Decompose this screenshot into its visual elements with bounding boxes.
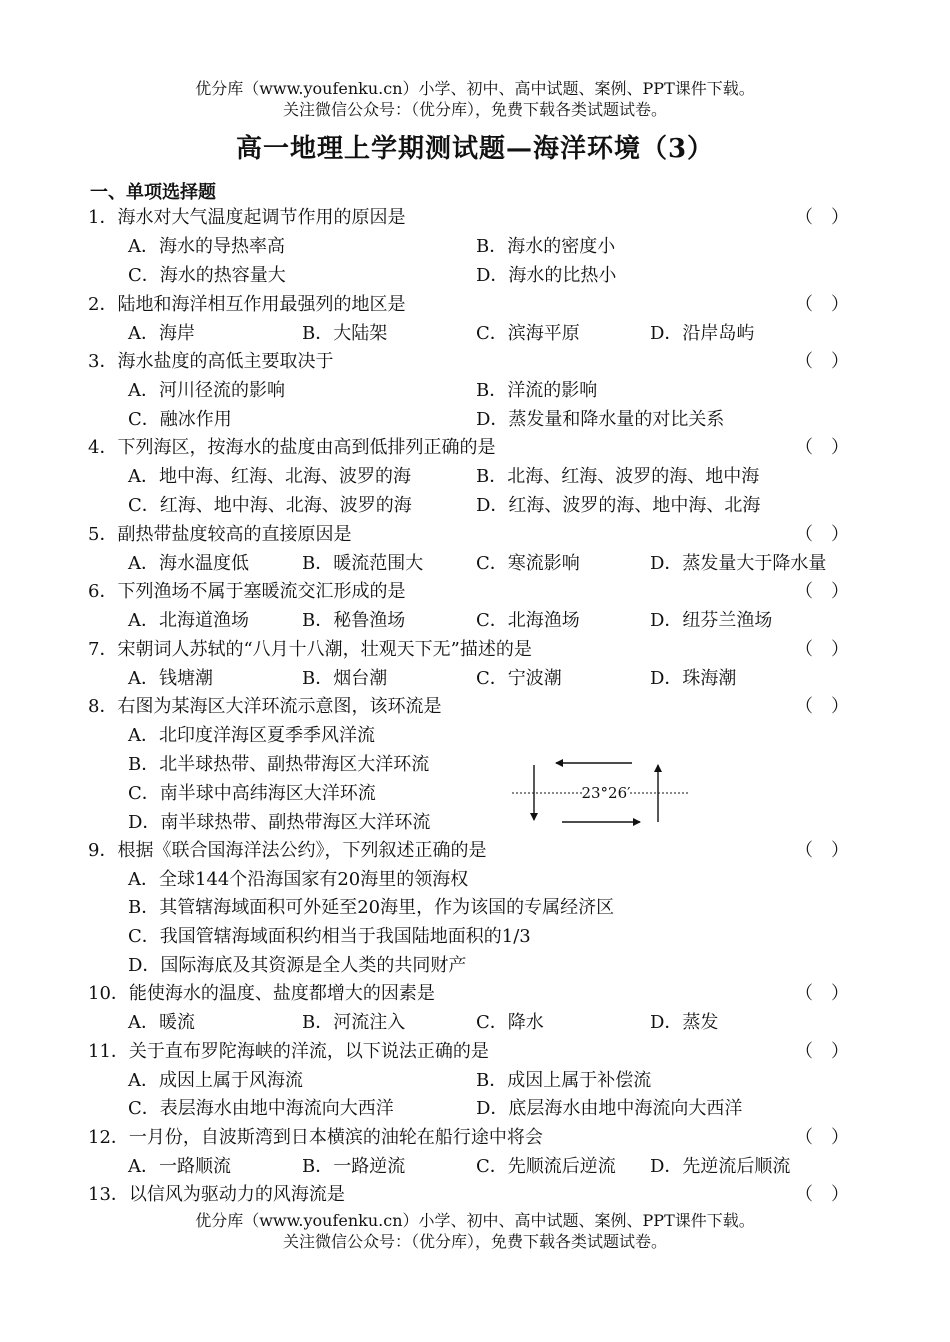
option-c[interactable]: C．融冰作用 [128, 409, 232, 430]
option-c[interactable]: C．海水的热容量大 [128, 265, 286, 286]
question-stem: 7．宋朝词人苏轼的“八月十八潮，壮观天下无”描述的是 [88, 639, 532, 660]
answer-blank[interactable]: （ ） [795, 294, 849, 315]
answer-blank[interactable]: （ ） [795, 1184, 849, 1205]
question-13-stem-row [0, 1180, 950, 1209]
question-3-options-row-2 [0, 405, 950, 434]
question-2-stem-row [0, 290, 950, 319]
question-7-options-row [0, 664, 950, 693]
option-b[interactable]: B．成因上属于补偿流 [476, 1070, 652, 1091]
option-d[interactable]: D．国际海底及其资源是全人类的共同财产 [128, 955, 467, 976]
question-stem: 13．以信风为驱动力的风海流是 [88, 1184, 345, 1205]
option-c[interactable]: C．表层海水由地中海流向大西洋 [128, 1098, 394, 1119]
question-3-stem-row [0, 347, 950, 376]
question-12-stem-row [0, 1123, 950, 1152]
answer-blank[interactable]: （ ） [795, 696, 849, 717]
ocean-circulation-diagram [510, 752, 695, 827]
option-c[interactable]: C．红海、地中海、北海、波罗的海 [128, 495, 412, 516]
option-b[interactable]: B．河流注入 [302, 1012, 406, 1033]
option-c[interactable]: C．寒流影响 [476, 553, 580, 574]
footer-line-1: 优分库（www.youfenku.cn）小学、初中、高中试题、案例、PPT课件下载。 [195, 1211, 755, 1230]
option-d[interactable]: D．海水的比热小 [476, 265, 617, 286]
option-c[interactable]: C．北海渔场 [476, 610, 580, 631]
option-d[interactable]: D．蒸发量大于降水量 [650, 553, 827, 574]
question-12-options-row [0, 1152, 950, 1181]
answer-blank[interactable]: （ ） [795, 437, 849, 458]
question-stem: 5．副热带盐度较高的直接原因是 [88, 524, 352, 545]
option-a[interactable]: A．海岸 [128, 323, 195, 344]
answer-blank[interactable]: （ ） [795, 524, 849, 545]
option-a[interactable]: A．地中海、红海、北海、波罗的海 [128, 466, 411, 487]
option-d[interactable]: D．蒸发量和降水量的对比关系 [476, 409, 725, 430]
option-a[interactable]: A．成因上属于风海流 [128, 1070, 303, 1091]
question-11-options-row-2 [0, 1094, 950, 1123]
answer-blank[interactable]: （ ） [795, 207, 849, 228]
question-6-options-row [0, 606, 950, 635]
option-b[interactable]: B．一路逆流 [302, 1156, 406, 1177]
question-8-option-b-row [0, 750, 950, 779]
question-9-option-c-row [0, 922, 950, 951]
question-stem: 1．海水对大气温度起调节作用的原因是 [88, 207, 406, 228]
question-8-option-c-row [0, 779, 950, 808]
option-a[interactable]: A．全球144个沿海国家有20海里的领海权 [128, 869, 469, 890]
question-5-options-row [0, 549, 950, 578]
option-b[interactable]: B．其管辖海域面积可外延至20海里，作为该国的专属经济区 [128, 897, 615, 918]
question-6-stem-row [0, 577, 950, 606]
header-line-1: 优分库（www.youfenku.cn）小学、初中、高中试题、案例、PPT课件下载。 [195, 79, 755, 98]
option-a[interactable]: A．河川径流的影响 [128, 380, 285, 401]
question-stem: 8．右图为某海区大洋环流示意图，该环流是 [88, 696, 442, 717]
question-9-option-a-row [0, 865, 950, 894]
question-stem: 6．下列渔场不属于塞暖流交汇形成的是 [88, 581, 406, 602]
answer-blank[interactable]: （ ） [795, 983, 849, 1004]
option-b[interactable]: B．烟台潮 [302, 668, 388, 689]
header-line-2: 关注微信公众号：（优分库），免费下载各类试题试卷。 [282, 100, 667, 119]
answer-blank[interactable]: （ ） [795, 639, 849, 660]
latitude-label: 23°26′ [581, 784, 631, 802]
question-stem: 11．关于直布罗陀海峡的洋流，以下说法正确的是 [88, 1041, 489, 1062]
question-9-option-d-row [0, 951, 950, 980]
option-d[interactable]: D．沿岸岛屿 [650, 323, 755, 344]
option-a[interactable]: A．暖流 [128, 1012, 195, 1033]
option-d[interactable]: D．蒸发 [650, 1012, 719, 1033]
option-c[interactable]: C．滨海平原 [476, 323, 580, 344]
option-a[interactable]: A．一路顺流 [128, 1156, 231, 1177]
footer-line-2: 关注微信公众号：（优分库），免费下载各类试题试卷。 [282, 1232, 667, 1251]
question-2-options-row [0, 319, 950, 348]
question-10-stem-row [0, 979, 950, 1008]
question-9-stem-row [0, 836, 950, 865]
question-5-stem-row [0, 520, 950, 549]
option-b[interactable]: B．秘鲁渔场 [302, 610, 406, 631]
option-d[interactable]: D．底层海水由地中海流向大西洋 [476, 1098, 743, 1119]
answer-blank[interactable]: （ ） [795, 581, 849, 602]
option-a[interactable]: A．钱塘潮 [128, 668, 213, 689]
option-c[interactable]: C．先顺流后逆流 [476, 1156, 616, 1177]
option-a[interactable]: A．海水温度低 [128, 553, 249, 574]
question-4-options-row-1 [0, 462, 950, 491]
question-11-stem-row [0, 1037, 950, 1066]
question-4-options-row-2 [0, 491, 950, 520]
option-b[interactable]: B．暖流范围大 [302, 553, 424, 574]
question-8-option-d-row [0, 808, 950, 837]
question-stem: 12．一月份，自波斯湾到日本横滨的油轮在船行途中将会 [88, 1127, 543, 1148]
option-d[interactable]: D．珠海潮 [650, 668, 737, 689]
answer-blank[interactable]: （ ） [795, 840, 849, 861]
question-1-options-row-1 [0, 232, 950, 261]
question-1-options-row-2 [0, 261, 950, 290]
question-4-stem-row [0, 433, 950, 462]
question-stem: 3．海水盐度的高低主要取决于 [88, 351, 334, 372]
option-b[interactable]: B．海水的密度小 [476, 236, 616, 257]
option-c[interactable]: C．南半球中高纬海区大洋环流 [128, 783, 376, 804]
answer-blank[interactable]: （ ） [795, 351, 849, 372]
option-d[interactable]: D．先逆流后顺流 [650, 1156, 791, 1177]
option-b[interactable]: B．北半球热带、副热带海区大洋环流 [128, 754, 430, 775]
option-c[interactable]: C．宁波潮 [476, 668, 562, 689]
option-a[interactable]: A．海水的导热率高 [128, 236, 285, 257]
question-stem: 9．根据《联合国海洋法公约》，下列叙述正确的是 [88, 840, 487, 861]
question-8-option-a-row [0, 721, 950, 750]
option-d[interactable]: D．南半球热带、副热带海区大洋环流 [128, 812, 431, 833]
answer-blank[interactable]: （ ） [795, 1127, 849, 1148]
option-d[interactable]: D．纽芬兰渔场 [650, 610, 773, 631]
page-title: 高一地理上学期测试题—海洋环境（3） [235, 134, 715, 164]
option-b[interactable]: B．洋流的影响 [476, 380, 598, 401]
option-b[interactable]: B．大陆架 [302, 323, 388, 344]
question-8-stem-row [0, 692, 950, 721]
question-stem: 10．能使海水的温度、盐度都增大的因素是 [88, 983, 435, 1004]
option-d[interactable]: D．红海、波罗的海、地中海、北海 [476, 495, 761, 516]
option-c[interactable]: C．降水 [476, 1012, 544, 1033]
question-stem: 2．陆地和海洋相互作用最强列的地区是 [88, 294, 406, 315]
question-1-stem-row [0, 203, 950, 232]
section-heading: 一、单项选择题 [90, 182, 216, 203]
question-7-stem-row [0, 635, 950, 664]
question-11-options-row-1 [0, 1066, 950, 1095]
question-10-options-row [0, 1008, 950, 1037]
option-a[interactable]: A．北印度洋海区夏季季风洋流 [128, 725, 375, 746]
option-c[interactable]: C．我国管辖海域面积约相当于我国陆地面积的1/3 [128, 926, 531, 947]
option-b[interactable]: B．北海、红海、波罗的海、地中海 [476, 466, 760, 487]
question-stem: 4．下列海区，按海水的盐度由高到低排列正确的是 [88, 437, 496, 458]
option-a[interactable]: A．北海道渔场 [128, 610, 249, 631]
question-3-options-row-1 [0, 376, 950, 405]
question-9-option-b-row [0, 893, 950, 922]
answer-blank[interactable]: （ ） [795, 1041, 849, 1062]
